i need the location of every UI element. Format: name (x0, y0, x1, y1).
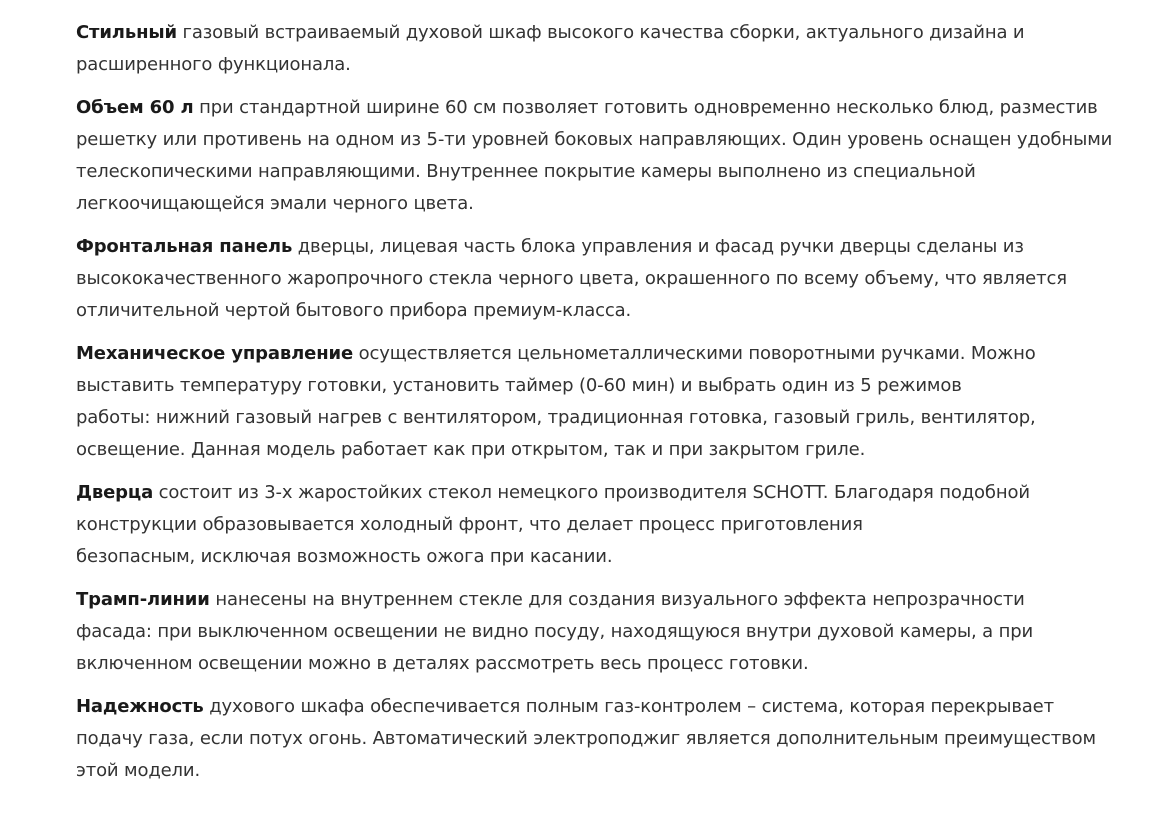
paragraph-text: осуществляется цельнометаллическими поворотными ручками. Можно (353, 343, 1036, 364)
paragraph-line: этой модели. (76, 760, 201, 781)
paragraph-line (76, 17, 1161, 49)
paragraph-text: духового шкафа обеспечивается полным газ-контролем – система, которая перекрывает (203, 696, 1054, 717)
description-paragraph-door (76, 477, 1161, 573)
paragraph-line (76, 477, 1161, 509)
paragraph-line: выставить температуру готовки, установить таймер (0-60 мин) и выбрать один из 5 режимов (76, 375, 962, 396)
paragraph-text: дверцы, лицевая часть блока управления и фасад ручки дверцы сделаны из (292, 236, 1024, 257)
description-paragraph-volume (76, 92, 1161, 220)
paragraph-line: легкоочищающейся эмали черного цвета. (76, 193, 474, 214)
paragraph-line: фасада: при выключенном освещении не видно посуду, находящуюся внутри духовой камеры, а при (76, 621, 1034, 642)
paragraph-lead: Механическое управление (76, 343, 354, 364)
paragraph-line: отличительной чертой бытового прибора премиум-класса. (76, 300, 632, 321)
description-paragraph-style (76, 17, 1161, 81)
paragraph-lead: Надежность (76, 696, 204, 717)
paragraph-line: решетку или противень на одном из 5-ти уровней боковых направляющих. Один уровень оснащен удобными (76, 129, 1113, 150)
paragraph-line: работы: нижний газовый нагрев с вентилятором, традиционная готовка, газовый гриль, вентилятор, (76, 407, 1036, 428)
paragraph-line: включенном освещении можно в деталях рассмотреть весь процесс готовки. (76, 653, 809, 674)
description-paragraph-front-panel (76, 231, 1161, 327)
product-description (76, 17, 1161, 798)
paragraph-line (76, 584, 1161, 616)
paragraph-line (76, 691, 1161, 723)
description-paragraph-tramp-lines (76, 584, 1161, 680)
paragraph-line: высококачественного жаропрочного стекла черного цвета, окрашенного по всему объему, что является (76, 268, 1067, 289)
paragraph-line: подачу газа, если потух огонь. Автоматический электроподжиг является дополнительным преимуществом (76, 728, 1096, 749)
paragraph-line (76, 92, 1161, 124)
paragraph-line: конструкции образовывается холодный фронт, что делает процесс приготовления (76, 514, 863, 535)
paragraph-lead: Фронтальная панель (76, 236, 293, 257)
paragraph-text: при стандартной ширине 60 см позволяет готовить одновременно несколько блюд, разместив (193, 97, 1098, 118)
paragraph-line: освещение. Данная модель работает как при открытом, так и при закрытом гриле. (76, 439, 866, 460)
description-paragraph-reliability (76, 691, 1161, 787)
paragraph-lead: Объем 60 л (76, 97, 194, 118)
paragraph-line (76, 338, 1161, 370)
paragraph-line: телескопическими направляющими. Внутреннее покрытие камеры выполнено из специальной (76, 161, 976, 182)
paragraph-lead: Трамп-линии (76, 589, 210, 610)
paragraph-line: расширенного функционала. (76, 54, 351, 75)
paragraph-lead: Стильный (76, 22, 177, 43)
paragraph-line (76, 231, 1161, 263)
paragraph-text: состоит из 3-х жаростойких стекол немецкого производителя SCHOTT. Благодаря подобной (153, 482, 1030, 503)
paragraph-line: безопасным, исключая возможность ожога при касании. (76, 546, 613, 567)
description-paragraph-controls (76, 338, 1161, 466)
paragraph-text: нанесены на внутреннем стекле для создания визуального эффекта непрозрачности (209, 589, 1025, 610)
paragraph-lead: Дверца (76, 482, 154, 503)
paragraph-text: газовый встраиваемый духовой шкаф высокого качества сборки, актуального дизайна и (176, 22, 1025, 43)
